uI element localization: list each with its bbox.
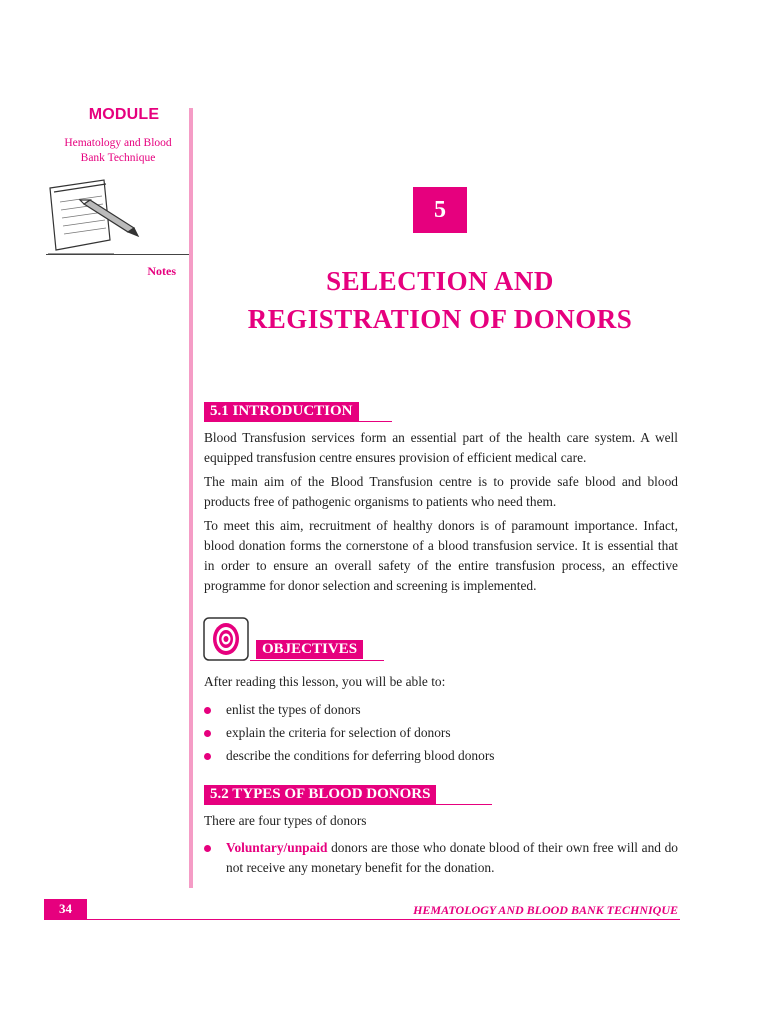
module-subtitle-line2: Bank Technique [80,152,156,164]
chapter-number: 5 [413,187,467,233]
objectives-intro: After reading this lesson, you will be able to: [204,674,446,689]
running-title: HEMATOLOGY AND BLOOD BANK TECHNIQUE [413,903,678,917]
objectives-list [204,700,678,769]
footer-divider [44,919,680,920]
target-icon [203,617,249,661]
module-label: MODULE [88,106,160,123]
list-item: describe the conditions for deferring blood donors [204,746,678,766]
module-subtitle [56,136,180,166]
intro-paragraph-2: The main aim of the Blood Transfusion centre is to provide safe blood and blood products free of pathogenic organisms to patients who need them. [204,474,678,509]
donor-type-description: donors are those who donate blood of their own free will and do not receive any monetary benefit for the donation. [226,840,678,875]
list-item: explain the criteria for selection of donors [204,723,678,743]
types-intro: There are four types of donors [204,813,367,828]
section-underline [250,660,384,661]
types-list [204,838,678,881]
bullet-icon [204,753,211,760]
list-item: enlist the types of donors [204,700,678,720]
section-heading-objectives: OBJECTIVES [256,640,363,659]
intro-paragraph-3: To meet this aim, recruitment of healthy donors is of paramount importance. Infact, blood donation forms the cornerstone of a blood transfusion service. It is essential that in order to ensure an overall safety of the entire transfusion process, an effective programme for donor selection and screening is implemented. [204,518,678,593]
section-heading-introduction: 5.1 INTRODUCTION [204,402,359,421]
margin-bar [189,108,193,888]
intro-paragraph-1: Blood Transfusion services form an essential part of the health care system. A well equipped transfusion centre ensures provision of efficient medical care. [204,430,678,465]
bullet-icon [204,707,211,714]
chapter-title-line2: REGISTRATION OF DONORS [247,304,633,334]
donor-type-term: Voluntary/unpaid [226,840,328,855]
notes-label: Notes [147,264,176,278]
section-heading-types: 5.2 TYPES OF BLOOD DONORS [204,785,436,804]
notes-divider [46,254,190,255]
page-number: 34 [44,899,87,919]
chapter-title-line1: SELECTION AND [326,266,554,296]
module-subtitle-line1: Hematology and Blood [64,137,172,149]
bullet-icon [204,845,211,852]
chapter-title [200,262,680,338]
bullet-icon [204,730,211,737]
list-item [204,838,678,878]
section-underline [204,421,392,422]
section-underline [204,804,492,805]
notebook-pencil-icon [44,178,144,258]
